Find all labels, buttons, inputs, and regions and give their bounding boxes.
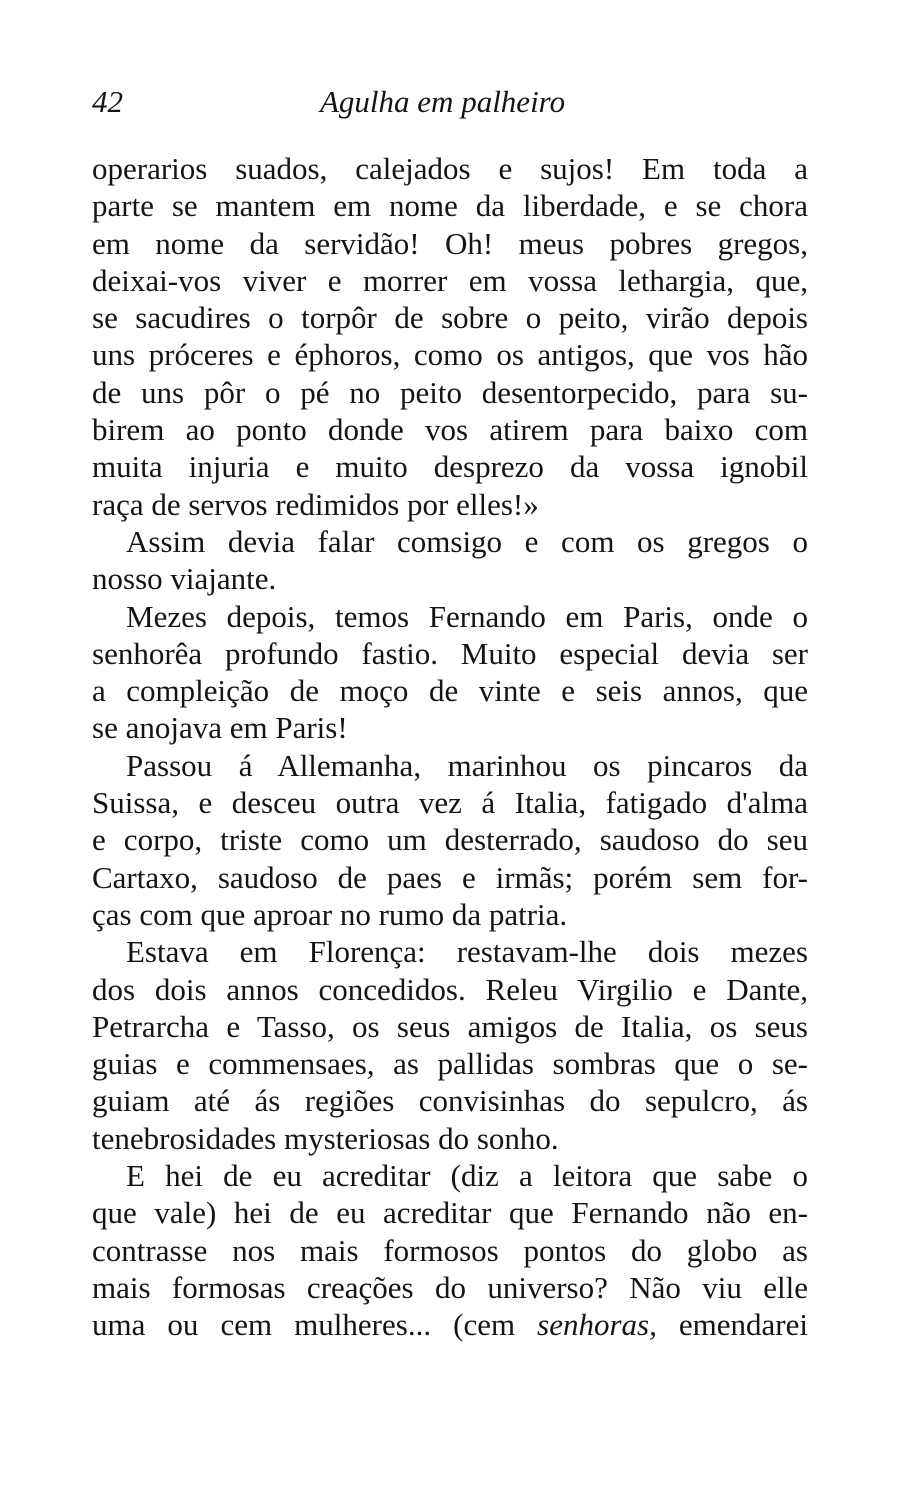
text-line: ças com que aproar no rumo da patria. — [92, 896, 568, 932]
text-line: Cartaxo, saudoso de paes e irmãs; porém sem for- — [92, 859, 808, 895]
text-line: nosso viajante. — [92, 561, 277, 597]
text-line: mais formosas creações do universo? Não viu elle — [92, 1269, 808, 1305]
text-line: se sacudires o torpôr de sobre o peito, virão depois — [92, 300, 808, 336]
text-line: Estava em Florença: restavam-lhe dois mezes — [126, 934, 808, 970]
text-line: Mezes depois, temos Fernando em Paris, onde o — [126, 598, 808, 634]
text-line: e corpo, triste como um desterrado, saudoso do seu — [92, 822, 808, 858]
text-line: raça de servos redimidos por elles!» — [92, 486, 539, 522]
text-line: uns próceres e éphoros, como os antigos, que vos hão — [92, 337, 808, 373]
text-line: Suissa, e desceu outra vez á Italia, fatigado d'alma — [92, 785, 808, 821]
text-line: que vale) hei de eu acreditar que Fernando não en- — [92, 1195, 808, 1231]
text-line: Assim devia falar comsigo e com os gregos o — [126, 523, 808, 559]
text-line: dos dois annos concedidos. Releu Virgilio e Dante, — [92, 971, 808, 1007]
text-line: senhorêa profundo fastio. Muito especial devia ser — [92, 635, 808, 671]
running-head — [92, 80, 808, 124]
book-page — [92, 80, 808, 1344]
text-line: tenebrosidades mysteriosas do sonho. — [92, 1120, 559, 1156]
text-line: a compleição de moço de vinte e seis annos, que — [92, 673, 808, 709]
text-line: muita injuria e muito desprezo da vossa ignobil — [92, 449, 808, 485]
text-line: E hei de eu acreditar (diz a leitora que sabe o — [126, 1158, 808, 1194]
italic-word: senhoras, — [537, 1307, 657, 1343]
text-line: deixai-vos viver e morrer em vossa lethargia, que, — [92, 262, 808, 298]
text-line: guiam até ás regiões convisinhas do sepulcro, ás — [92, 1083, 808, 1119]
text-line: birem ao ponto donde vos atirem para baixo com — [92, 412, 808, 448]
text-line: Petrarcha e Tasso, os seus amigos de Italia, os seus — [92, 1008, 808, 1044]
text-line-final — [92, 1306, 808, 1343]
text-line: operarios suados, calejados e sujos! Em toda a — [92, 151, 808, 186]
text-line: se anojava em Paris! — [92, 710, 348, 746]
text-run: emendarei — [656, 1307, 808, 1343]
text-line: contrasse nos mais formosos pontos do globo as — [92, 1232, 808, 1268]
body-text — [92, 150, 808, 1344]
text-line: de uns pôr o pé no peito desentorpecido, para su- — [92, 374, 808, 410]
text-line: em nome da servidão! Oh! meus pobres gregos, — [92, 225, 808, 261]
page-number: 42 — [92, 84, 123, 119]
text-line: parte se mantem em nome da liberdade, e se chora — [92, 188, 808, 224]
text-line: guias e commensaes, as pallidas sombras que o se- — [92, 1046, 808, 1082]
text-run: uma ou cem mulheres... (cem — [92, 1307, 538, 1343]
running-title: Agulha em palheiro — [320, 84, 566, 119]
text-line: Passou á Allemanha, marinhou os pincaros da — [126, 747, 808, 783]
